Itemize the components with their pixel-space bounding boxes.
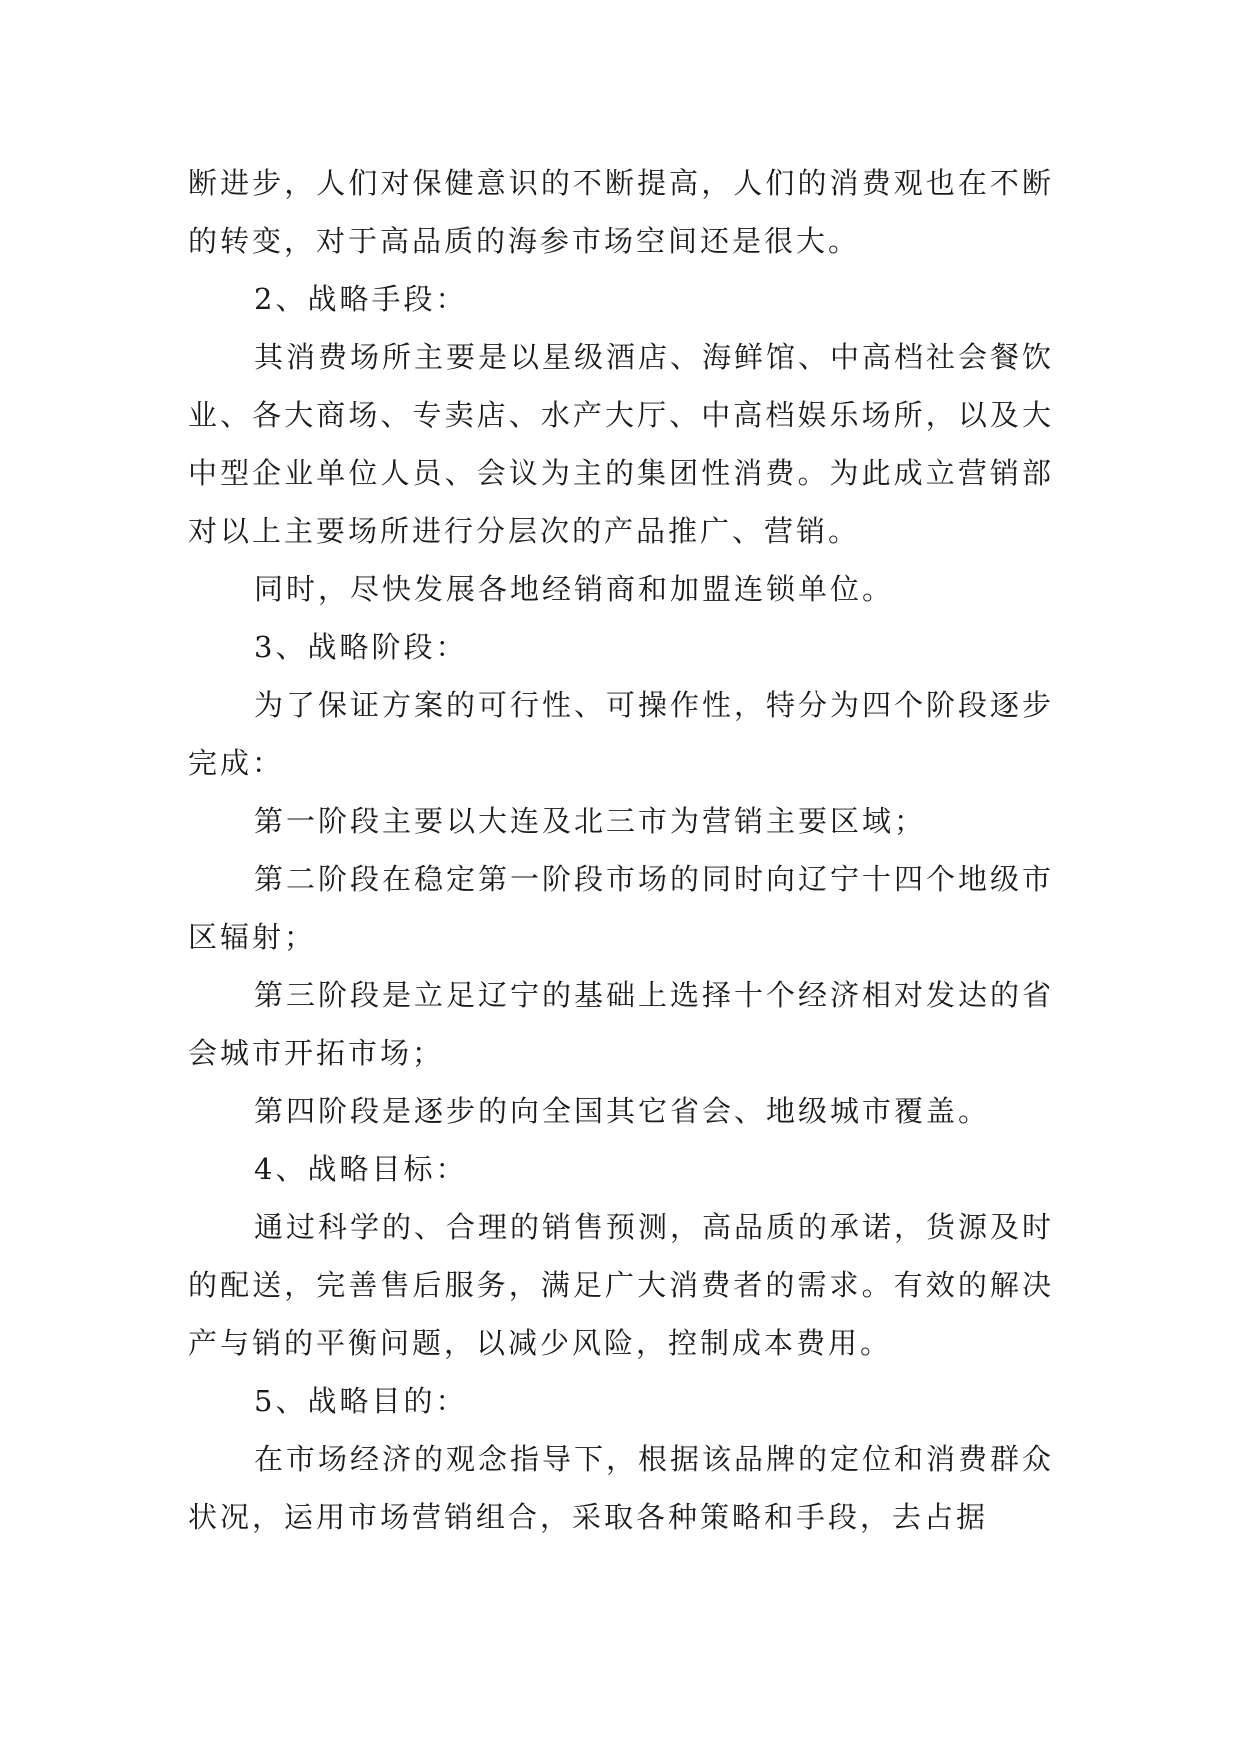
paragraph-goals: 通过科学的、合理的销售预测，高品质的承诺，货源及时的配送，完善售后服务，满足广大消费者的需求。有效的解决产与销的平衡问题，以减少风险，控制成本费用。: [188, 1210, 1055, 1360]
section-heading-strategy-purpose: 5、战略目的：: [254, 1384, 468, 1418]
paragraph-continuation: 断进步，人们对保健意识的不断提高，人们的消费观也在不断的转变，对于高品质的海参市场空间还是很大。: [188, 166, 1054, 258]
section-heading-strategy-stages: 3、战略阶段：: [254, 630, 468, 664]
paragraph-stage-two: 第二阶段在稳定第一阶段市场的同时向辽宁十四个地级市区辐射；: [188, 862, 1055, 954]
paragraph-stages-intro: 为了保证方案的可行性、可操作性，特分为四个阶段逐步完成：: [188, 688, 1055, 780]
document-page: [188, 154, 1054, 1546]
paragraph-consumption-venues: 其消费场所主要是以星级酒店、海鲜馆、中高档社会餐饮业、各大商场、专卖店、水产大厅、中高档娱乐场所，以及大中型企业单位人员、会议为主的集团性消费。为此成立营销部对以上主要场所进行分层次的产品推广、营销。: [188, 340, 1055, 548]
section-heading-strategy-goals: 4、战略目标：: [254, 1152, 468, 1186]
paragraph-distributors: 同时，尽快发展各地经销商和加盟连锁单位。: [254, 572, 895, 606]
section-heading-strategy-means: 2、战略手段：: [254, 282, 468, 316]
paragraph-stage-three: 第三阶段是立足辽宁的基础上选择十个经济相对发达的省会城市开拓市场；: [188, 978, 1055, 1070]
paragraph-stage-one: 第一阶段主要以大连及北三市为营销主要区域；: [254, 804, 927, 838]
paragraph-purpose: 在市场经济的观念指导下，根据该品牌的定位和消费群众状况，运用市场营销组合，采取各种策略和手段，去占据: [188, 1442, 1055, 1534]
paragraph-stage-four: 第四阶段是逐步的向全国其它省会、地级城市覆盖。: [254, 1094, 991, 1128]
